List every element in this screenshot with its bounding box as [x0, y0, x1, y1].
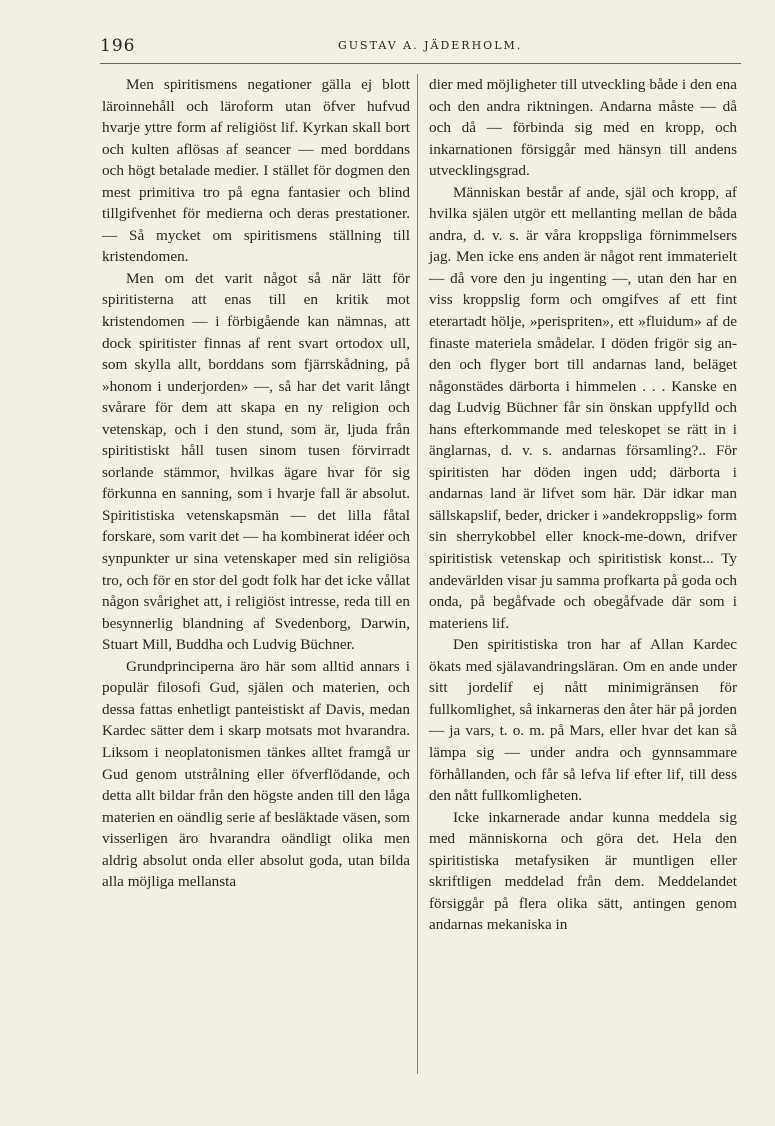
paragraph: dier med möjligheter till utveckling både i den ena och den andra riktningen. Andarna måste — då och då — förbinda sig med en kropp, och inkarnationen försiggår med hänsyn till andens utvecklingsgrad. [429, 76, 737, 180]
paragraph: Men om det varit något så när lätt för spiritisterna att enas till en kritik mot kristendomen — i förbigående kan nämnas, att dock spiritister finnas af rent svart ortodox ull, som skylla allt, borddans som fjärrskådning, på »honom i underjorden» —, så har det varit långt svårare för dem att skapa en ny religion och vetenskap, och i den stund, som är, ljuda från spiritistiskt håll tusen sinom tusen förvirradt sorlande stämmor, hvilkas ägare hvar för sig förkunna en sanning, som i hvarje fall är absolut. Spiritistiska vetenskapsmän — det lilla fåtal forskare, som varit det — ha kombinerat idéer och synpunkter ur sina vetenskaper med sin religiösa tro, och för en stor del godt folk har det icke vållat någon svårighet att, i religiöst intresse, reda till en besynnerlig blandning af Svedenborg, Darwin, Stuart Mill, Buddha och Ludvig Büchner. [102, 269, 410, 654]
page-number: 196 [100, 36, 136, 56]
column-divider [417, 74, 418, 1074]
header-rule [100, 63, 741, 64]
running-head: GUSTAV A. JÄDERHOLM. [338, 39, 523, 52]
left-column [102, 74, 410, 893]
paragraph: Den spiritistiska tron har af Allan Kardec ökats med själavandringsläran. Om en ande under sitt jordelif ej nått minimigränsen för fullkomlighet, så inkarneras den åter här på jorden — ja vars, t. o. m. på Mars, eller hvar det kan så lämpa sig — under andra och gynnsammare förhållanden, och får så lefva lif efter lif, till dess den nått fullkomligheten. [429, 636, 737, 805]
paragraph: Grundprinciperna äro här som alltid annars i populär filosofi Gud, själen och materien, och dessa fattas enhetligt panteistiskt af Davis, medan Kardec sätter dem i skarp motsats mot hvarandra. Liksom i neoplatonismen tänkes alltet framgå ur Gud genom utstrålning eller öfverflödande, och detta allt bildar från den högste anden till den låga materien en oändlig serie af besläktade väsen, som visserligen äro hvarandra oändligt olika men aldrig absolut onda eller absolut goda, utan bilda alla möjliga mellansta [102, 657, 410, 891]
right-column [429, 74, 737, 936]
page-header [100, 36, 741, 60]
paragraph: Människan består af ande, själ och kropp, af hvilka själen utgör ett mellanting mellan de båda andra, d. v. s. är våra kroppsliga förnimmelsers jag. Men icke ens anden är något rent immaterielt — då vore den ju ingenting —, utan den har en viss kroppslig form och omgifves af ett fint eterartadt hölje, »perispriten», ett »fluidum» af de finaste materiela smådelar. I döden frigör sig anden och flyger bort till andarnas land, beläget någonstädes därborta i himmelen . . . Kanske en dag Ludvig Büchner får sin önskan uppfylld och hans efterkommande med teleskopet se rätt in i änglarnas, d. v. s. andarnas församling?.. För spiritisten har döden ingen udd; därborta i andarnas land är lifvet som här. Där idkar man sällskapslif, beder, dricker i »andekroppslig» form sin sherrykobbel eller knock-me-down, drifver spiritistisk vetenskap och spiritistisk konst... Ty andevärlden visar ju samma profkarta på goda och onda, på begåfvade och obegåfvade där som i materiens lif. [429, 183, 737, 632]
paragraph: Icke inkarnerade andar kunna meddela sig med människorna och göra det. Hela den spiritistiska metafysiken är muntligen eller skriftligen meddelad från dem. Meddelandet försiggår på flera olika sätt, antingen genom andarnas mekaniska in [429, 808, 737, 934]
paragraph: Men spiritismens negationer gälla ej blott läroinnehåll och läroform utan öfver hufvud hvarje yttre form af religiöst lif. Kyrkan skall bort och kulten aflösas af seancer — med borddans och högt betalade medier. I stället för dogmen den mest primitiva tro på egna fantasier och blind tillgifvenhet för medierna och deras prestationer. — Så mycket om spiritismens ställning till kristendomen. [102, 76, 410, 266]
